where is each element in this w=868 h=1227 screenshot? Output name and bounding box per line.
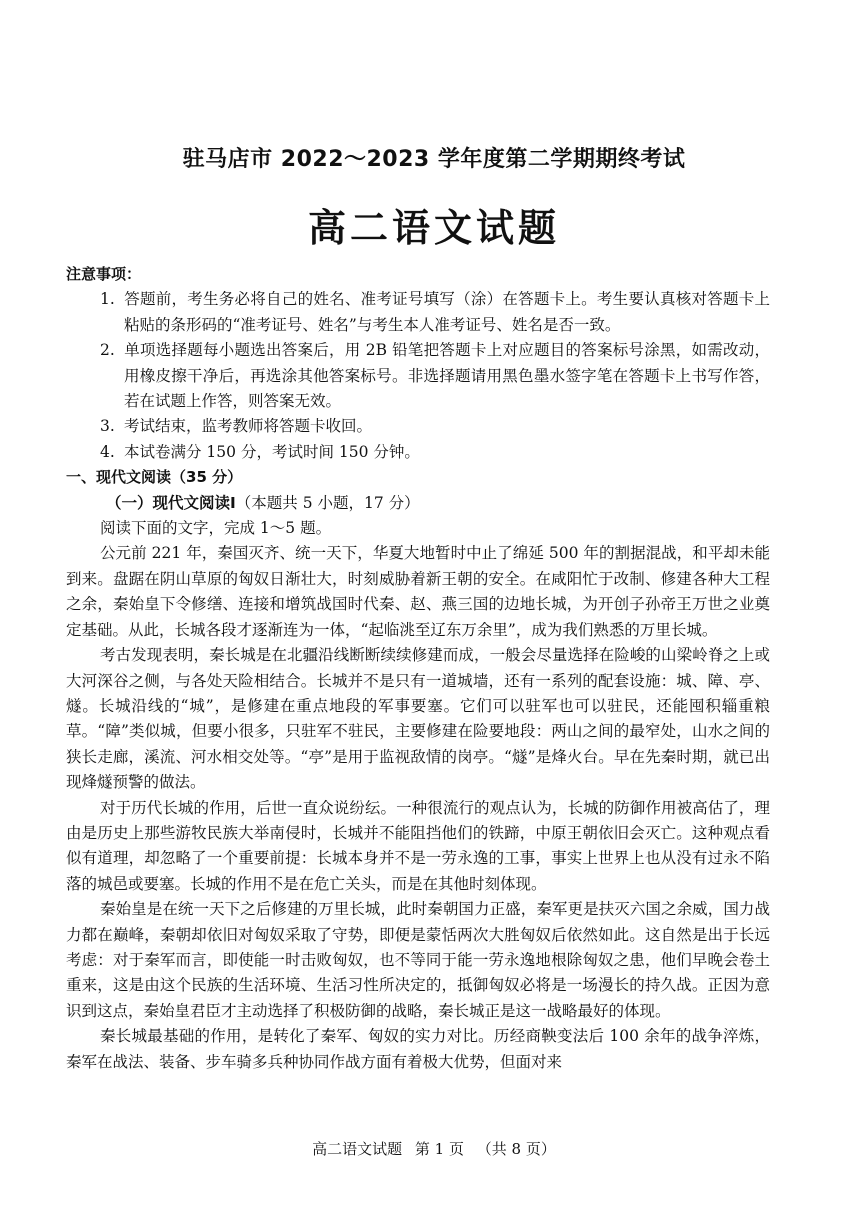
note-text: 考试结束，监考教师将答题卡收回。: [124, 417, 373, 436]
subsection-heading: [66, 491, 770, 516]
document-body: [66, 262, 770, 1075]
note-number: 3.: [100, 417, 115, 436]
exam-title: 驻马店市 2022～2023 学年度第二学期期终考试: [182, 147, 686, 172]
passage-paragraph: 秦长城最基础的作用，是转化了秦军、匈奴的实力对比。历经商鞅变法后 100 余年的战争淬炼，秦军在战法、装备、步车骑多兵种协同作战方面有着极大优势，但面对来: [66, 1027, 770, 1071]
note-item: [66, 287, 770, 338]
passage-paragraph: 秦始皇是在统一天下之后修建的万里长城，此时秦朝国力正盛，秦军更是扶灭六国之余威，国力战力都在巅峰，秦朝却依旧对匈奴采取了守势，即便是蒙恬两次大胜匈奴后依然如此。这自然是出于长远考虑：对于秦军而言，即使能一时击败匈奴，也不等同于能一劳永逸地根除匈奴之患，他们早晚会卷土重来，这是由这个民族的生活环境、生活习性所决定的，抵御匈奴必将是一场漫长的持久战。正因为意识到这点，秦始皇君臣才主动选择了积极防御的战略，秦长城正是这一战略最好的体现。: [66, 900, 770, 1020]
note-number: 1.: [100, 290, 115, 309]
note-item: [66, 440, 770, 465]
page-footer: [0, 1138, 868, 1159]
note-item: [66, 338, 770, 414]
passage-paragraph: 对于历代长城的作用，后世一直众说纷纭。一种很流行的观点认为，长城的防御作用被高估了，理由是历史上那些游牧民族大举南侵时，长城并不能阻挡他们的铁蹄，中原王朝依旧会灭亡。这种观点看似有道理，却忽略了一个重要前提：长城本身并不是一劳永逸的工事，事实上世界上也从没有过永不陷落的城邑或要塞。长城的作用不是在危亡关头，而是在其他时刻体现。: [66, 798, 770, 893]
footer-page-number: 第 1 页: [414, 1140, 464, 1158]
footer-total-pages: （共 8 页）: [476, 1140, 556, 1158]
reading-instruction: 阅读下面的文字，完成 1～5 题。: [100, 519, 332, 538]
passage-paragraph: 考古发现表明，秦长城是在北疆沿线断断续续修建而成，一般会尽量选择在险峻的山梁岭脊之上或大河深谷之侧，与各处天险相结合。长城并不是只有一道城墙，还有一系列的配套设施：城、障、亭、燧。长城沿线的“城”，是修建在重点地段的军事要塞。它们可以驻军也可以驻民，还能囤积辎重粮草。“障”类似城，但要小很多，只驻军不驻民，主要修建在险要地段：两山之间的最窄处，山水之间的狭长走廊，溪流、河水相交处等。“亭”是用于监视敌情的岗亭。“燧”是烽火台。早在先秦时期，就已出现烽燧预警的做法。: [66, 646, 770, 792]
note-text: 答题前，考生务必将自己的姓名、准考证号填写（涂）在答题卡上。考生要认真核对答题卡上粘贴的条形码的“准考证号、姓名”与考生本人准考证号、姓名是否一致。: [124, 290, 770, 334]
note-number: 2.: [100, 341, 115, 360]
section-heading: 一、现代文阅读（35 分）: [66, 468, 243, 487]
subsection-title: （一）现代文阅读Ⅰ: [106, 493, 236, 512]
note-number: 4.: [100, 442, 115, 461]
note-text: 单项选择题每小题选出答案后，用 2B 铅笔把答题卡上对应题目的答案标号涂黑，如需改动，用橡皮擦干净后，再选涂其他答案标号。非选择题请用黑色墨水签字笔在答题卡上书写作答，若在试题上作答，则答案无效。: [124, 341, 770, 411]
passage-paragraph: 公元前 221 年，秦国灭齐、统一天下，华夏大地暂时中止了绵延 500 年的割据混战，和平却未能到来。盘踞在阴山草原的匈奴日渐壮大，时刻威胁着新王朝的安全。在咸阳忙于改制、修建各种大工程之余，秦始皇下令修缮、连接和增筑战国时代秦、赵、燕三国的边地长城，为开创子孙帝王万世之业奠定基础。从此，长城各段才逐渐连为一体，“起临洮至辽东万余里”，成为我们熟悉的万里长城。: [66, 544, 770, 639]
subject-title: 高二语文试题: [307, 206, 560, 250]
note-item: [66, 414, 770, 439]
notes-heading: 注意事项：: [66, 265, 142, 283]
footer-subject: 高二语文试题: [312, 1140, 403, 1158]
note-text: 本试卷满分 150 分，考试时间 150 分钟。: [124, 442, 420, 461]
subsection-detail: （本题共 5 小题，17 分）: [235, 493, 420, 512]
